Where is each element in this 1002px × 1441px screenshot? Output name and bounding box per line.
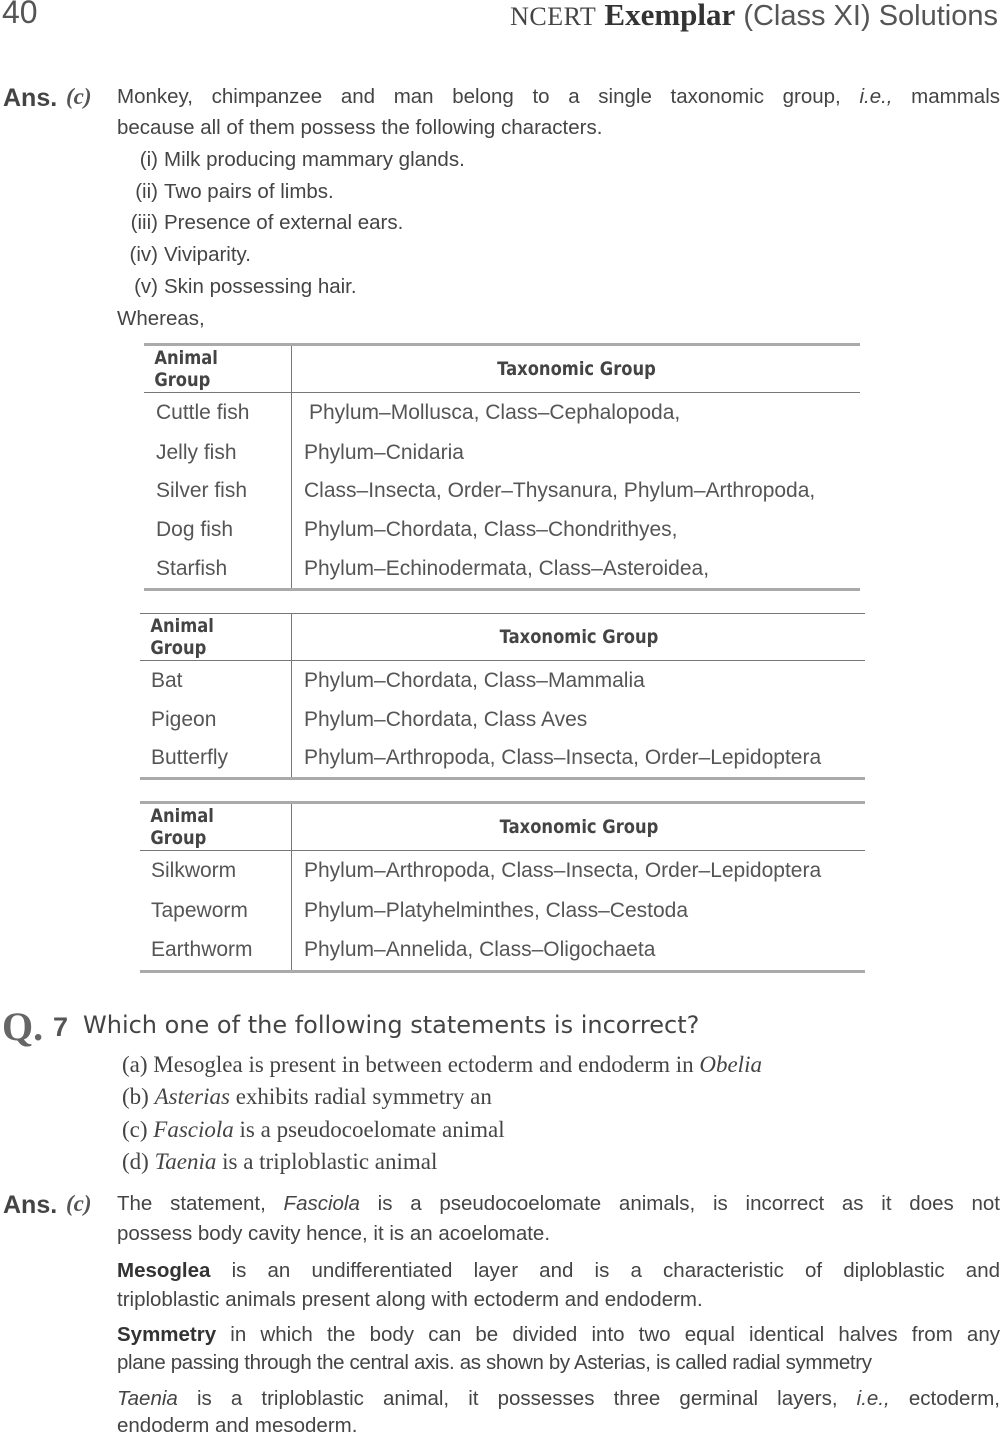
col-header-animal: Animal Group bbox=[150, 615, 214, 659]
table-row: Cuttle fish Phylum–Mollusca, Class–Cephalopoda, bbox=[144, 393, 860, 434]
term-mesoglea: Mesoglea bbox=[117, 1259, 211, 1282]
answer7-p4-line2: endoderm and mesoderm. bbox=[117, 1414, 358, 1437]
option-c: (c) Fasciola is a pseudocoelomate animal bbox=[122, 1117, 505, 1142]
option-d: (d) Taenia is a triploblastic animal bbox=[122, 1149, 438, 1174]
title-prefix: NCERT bbox=[510, 2, 597, 31]
answer6-intro-line1: Monkey, chimpanzee and man belong to a single taxonomic group, i.e., mammals bbox=[117, 85, 1000, 108]
answer7-p1-line2: possess body cavity hence, it is an acoelomate. bbox=[117, 1222, 551, 1245]
taxonomy-table-1 bbox=[144, 343, 860, 591]
table-row: Bat Phylum–Chordata, Class–Mammalia bbox=[140, 661, 865, 701]
table-row: Silkworm Phylum–Arthropoda, Class–Insecta, Order–Lepidoptera bbox=[140, 851, 865, 891]
answer-label: Ans. bbox=[3, 84, 58, 112]
character-item: (iv) Viviparity. bbox=[129, 243, 251, 266]
taxonomy-table-2 bbox=[140, 613, 865, 780]
answer7-p2-line1: Mesoglea is an undifferentiated layer and is a characteristic of diploblastic and bbox=[117, 1259, 1000, 1282]
title-suffix: Solutions bbox=[878, 0, 998, 32]
running-head bbox=[510, 0, 998, 33]
answer7-p3-line2: plane passing through the central axis. as shown by Asterias, is called radial symmetry bbox=[117, 1351, 872, 1374]
character-item: (iii) Presence of external ears. bbox=[130, 211, 404, 234]
answer-label: Ans. bbox=[3, 1191, 58, 1219]
page-number: 40 bbox=[2, 0, 38, 30]
col-header-taxonomic: Taxonomic Group bbox=[331, 345, 820, 393]
title-main: Exemplar bbox=[604, 0, 736, 32]
question-text: Which one of the following statements is incorrect? bbox=[83, 1011, 700, 1039]
col-header-animal: Animal Group bbox=[154, 347, 218, 391]
answer7-p4-line1: Taenia is a triploblastic animal, it possesses three germinal layers, i.e., ectoderm, bbox=[117, 1387, 1000, 1410]
taxonomy-table-3 bbox=[140, 801, 865, 973]
question-number: 7 bbox=[53, 1012, 69, 1042]
character-item: (v) Skin possessing hair. bbox=[134, 275, 357, 298]
table-row: Jelly fish Phylum–Cnidaria bbox=[144, 434, 860, 472]
title-class: (Class XI) bbox=[743, 0, 871, 32]
whereas-text: Whereas, bbox=[117, 307, 205, 330]
answer-option: (c) bbox=[66, 84, 92, 109]
answer6-intro-line2: because all of them possess the following characters. bbox=[117, 116, 603, 139]
option-a: (a) Mesoglea is present in between ectoderm and endoderm in Obelia bbox=[122, 1052, 762, 1077]
table-row: Pigeon Phylum–Chordata, Class Aves bbox=[140, 701, 865, 739]
term-symmetry: Symmetry bbox=[117, 1323, 217, 1346]
table-row: Tapeworm Phylum–Platyhelminthes, Class–Cestoda bbox=[140, 891, 865, 931]
option-b: (b) Asterias exhibits radial symmetry an bbox=[122, 1084, 492, 1109]
col-header-taxonomic: Taxonomic Group bbox=[332, 803, 825, 851]
table-row: Starfish Phylum–Echinodermata, Class–Asteroidea, bbox=[144, 550, 860, 590]
answer-option: (c) bbox=[66, 1191, 92, 1216]
question-label: Q. bbox=[2, 1004, 44, 1049]
table-row: Butterfly Phylum–Arthropoda, Class–Insecta, Order–Lepidoptera bbox=[140, 739, 865, 779]
table-row: Dog fish Phylum–Chordata, Class–Chondrithyes, bbox=[144, 511, 860, 550]
table-row: Silver fish Class–Insecta, Order–Thysanura, Phylum–Arthropoda, bbox=[144, 472, 860, 511]
col-header-animal: Animal Group bbox=[150, 805, 214, 849]
col-header-taxonomic: Taxonomic Group bbox=[332, 614, 825, 661]
character-item: (ii) Two pairs of limbs. bbox=[135, 180, 334, 203]
answer7-p3-line1: Symmetry in which the body can be divided into two equal identical halves from any bbox=[117, 1323, 1000, 1346]
character-item: (i) Milk producing mammary glands. bbox=[139, 148, 465, 171]
answer7-p1-line1: The statement, Fasciola is a pseudocoelomate animals, is incorrect as it does not bbox=[117, 1192, 1000, 1215]
table-row: Earthworm Phylum–Annelida, Class–Oligochaeta bbox=[140, 931, 865, 972]
answer7-p2-line2: triploblastic animals present along with ectoderm and endoderm. bbox=[117, 1288, 703, 1311]
